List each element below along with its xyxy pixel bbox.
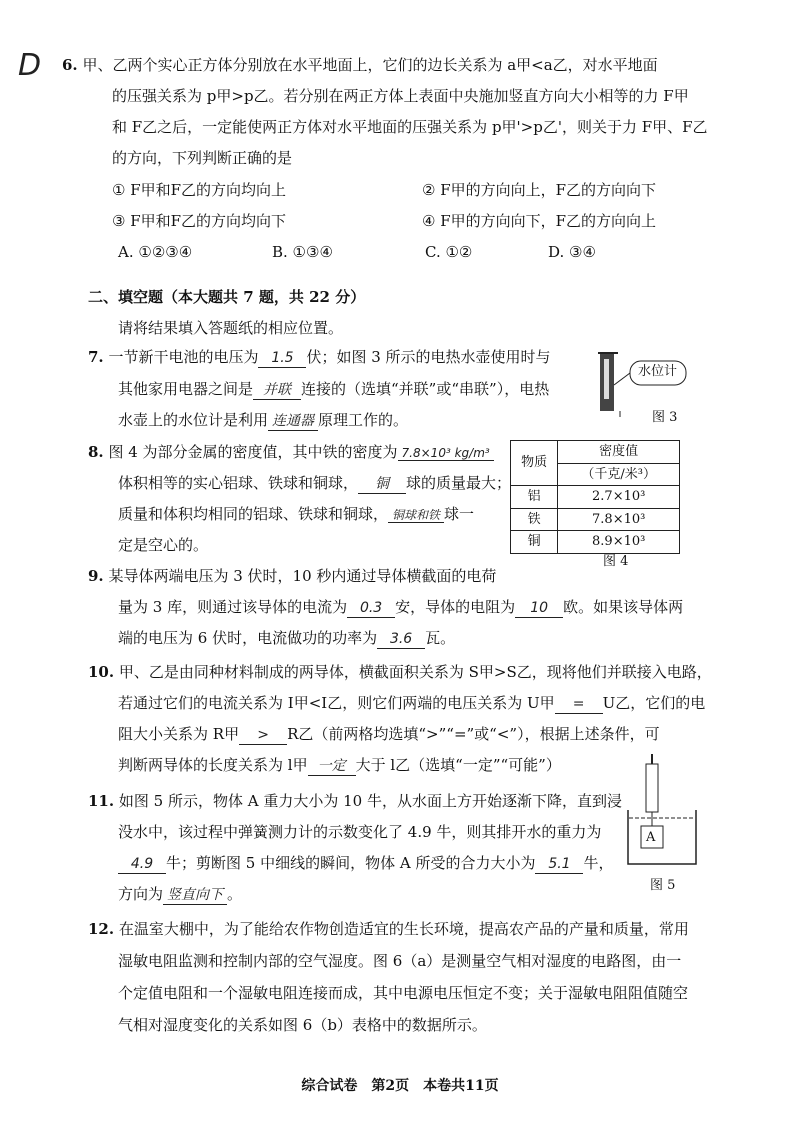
q12-line-2: 湿敏电阻监测和控制内部的空气湿度。图 6（a）是测量空气相对湿度的电路图，由一: [118, 952, 682, 970]
q12-line-1: [88, 920, 689, 938]
figure-4-caption: 图 4: [603, 554, 629, 569]
object-a-label: A: [646, 830, 656, 845]
table-cell: 铝: [511, 486, 558, 509]
q8-answer-2: 铜: [358, 476, 406, 494]
water-level-tube: [604, 359, 609, 399]
q6-choice-b: B. ①③④: [272, 243, 333, 261]
q10-answer-2: >: [239, 727, 287, 745]
q11-answer-3: 竖直向下: [163, 887, 227, 905]
q6-line-1: [62, 56, 658, 74]
table-cell: 铜: [511, 531, 558, 554]
q7-line-1: [88, 348, 551, 368]
q7-answer-1: 1.5: [258, 350, 306, 368]
table-row: [511, 486, 680, 509]
figure-3-kettle: [590, 345, 690, 420]
table-cell: 7.8×10³: [558, 508, 680, 531]
q9-text: 欧。如果该导体两: [563, 598, 684, 616]
q6-line-3: 和 F乙之后，一定能使两正方体对水平地面的压强关系为 p甲'>p乙'，则关于力 F甲、F乙: [112, 118, 708, 136]
section-instruction: 请将结果填入答题纸的相应位置。: [118, 319, 344, 337]
q9-number: 9.: [88, 567, 104, 585]
q6-choice-a: A. ①②③④: [118, 243, 193, 261]
q12-number: 12.: [88, 920, 115, 938]
q6-option-2: ② F甲的方向向上，F乙的方向向下: [422, 181, 657, 199]
q10-text: 甲、乙是由同种材料制成的两导体，横截面积关系为 S甲>S乙，现将他们并联接入电路，: [118, 663, 712, 681]
q7-text: 一节新干电池的电压为: [108, 348, 259, 366]
q9-text: 安，导体的电阻为: [395, 598, 516, 616]
table-cell: 铁: [511, 508, 558, 531]
q9-answer-3: 3.6: [377, 631, 425, 649]
figure-3-caption: 图 3: [652, 410, 678, 425]
q10-line-1: [88, 663, 712, 681]
q10-answer-1: =: [555, 696, 603, 714]
q10-line-2: [118, 694, 705, 714]
q11-line-2: 没水中，该过程中弹簧测力计的示数变化了 4.9 牛，则其排开水的重力为: [118, 823, 602, 841]
q8-text: 质量和体积均相同的铝球、铁球和铜球，: [118, 505, 389, 523]
table-row: [511, 508, 680, 531]
q10-answer-3: 一定: [308, 758, 356, 776]
q9-answer-2: 10: [515, 600, 563, 618]
q10-text: 若通过它们的电流关系为 I甲<I乙，则它们两端的电压关系为 U甲: [118, 694, 555, 712]
q7-text: 连接的（选填“并联”或“串联”），电热: [301, 380, 550, 398]
q6-choice-d: D. ③④: [548, 243, 596, 261]
q7-text: 原理工作的。: [318, 411, 409, 429]
q6-option-4: ④ F甲的方向向下，F乙的方向向上: [422, 212, 657, 230]
q8-text: 球一: [444, 505, 475, 523]
q9-text: 某导体两端电压为 3 伏时，10 秒内通过导体横截面的电荷: [108, 567, 497, 585]
q8-line-3: [118, 505, 474, 523]
q10-text: 阻大小关系为 R甲: [118, 725, 240, 743]
table-header-row: [511, 441, 680, 464]
q12-line-4: 气相对湿度变化的关系如图 6（b）表格中的数据所示。: [118, 1016, 487, 1034]
q8-text: 图 4 为部分金属的密度值，其中铁的密度为: [108, 443, 398, 461]
q12-text: 在温室大棚中，为了能给农作物创造适宜的生长环境，提高农产品的产量和质量，常用: [118, 920, 689, 938]
table-header-substance: 物质: [511, 441, 558, 486]
table-row: [511, 531, 680, 554]
q10-text: 大于 l乙（选填“一定”“可能”）: [355, 756, 561, 774]
q7-text: 伏；如图 3 所示的电热水壶使用时与: [306, 348, 551, 366]
figure-5-caption: 图 5: [650, 878, 676, 893]
q11-answer-1: 4.9: [118, 856, 166, 874]
section-title: 二、填空题（本大题共 7 题，共 22 分）: [88, 288, 366, 306]
q9-answer-1: 0.3: [347, 600, 395, 618]
q6-number: 6.: [62, 56, 78, 74]
water-level-label: 水位计: [638, 364, 678, 379]
q10-line-4: [118, 756, 561, 776]
q11-text: 。: [227, 885, 243, 903]
callout-line: [614, 373, 630, 385]
q8-answer-1: 7.8×10³ kg/m³: [398, 446, 494, 461]
handwritten-answer-mark: D: [18, 48, 42, 83]
q6-text-1: 甲、乙两个实心正方体分别放在水平地面上，它们的边长关系为 a甲<a乙，对水平地面: [82, 56, 658, 74]
q11-text: 牛；剪断图 5 中细线的瞬间，物体 A 所受的合力大小为: [166, 854, 536, 872]
q8-line-1: [88, 443, 494, 461]
q9-text: 量为 3 库，则通过该导体的电流为: [118, 598, 348, 616]
q6-line-2: 的压强关系为 p甲>p乙。若分别在两正方体上表面中央施加竖直方向大小相等的力 F甲: [112, 87, 689, 105]
q9-line-2: [118, 598, 683, 618]
q8-number: 8.: [88, 443, 104, 461]
q6-option-1: ① F甲和F乙的方向均向上: [112, 181, 287, 199]
q9-line-1: [88, 567, 496, 585]
q8-line-4: 定是空心的。: [118, 536, 209, 554]
page-footer: 综合试卷 第2页 本卷共11页: [301, 1078, 499, 1094]
q11-text: 如图 5 所示，物体 A 重力大小为 10 牛，从水面上方开始逐渐下降，直到浸: [118, 792, 622, 810]
q11-line-1: [88, 792, 622, 810]
q7-text: 水壶上的水位计是利用: [118, 411, 269, 429]
q10-text: 判断两导体的长度关系为 l甲: [118, 756, 308, 774]
q7-line-2: [118, 380, 549, 400]
table-header-density: 密度值: [558, 441, 680, 464]
q8-text: 球的质量最大；: [406, 474, 512, 492]
q6-line-4: 的方向，下列判断正确的是: [112, 149, 293, 167]
q9-text: 端的电压为 6 伏时，电流做功的功率为: [118, 629, 378, 647]
q6-option-3: ③ F甲和F乙的方向均向下: [112, 212, 287, 230]
q7-text: 其他家用电器之间是: [118, 380, 254, 398]
q11-text: 牛，: [583, 854, 614, 872]
q7-answer-2: 并联: [253, 382, 301, 400]
spring-scale-body: [646, 764, 658, 812]
q10-line-3: [118, 725, 660, 745]
density-table: [510, 440, 680, 554]
q11-text: 方向为: [118, 885, 164, 903]
q7-answer-3: 连通器: [268, 413, 318, 431]
q7-line-3: [118, 411, 408, 431]
figure-5-spring-scale: [622, 752, 702, 877]
q11-answer-2: 5.1: [535, 856, 583, 874]
q8-answer-3: 铜球和铁: [388, 508, 444, 523]
q11-number: 11.: [88, 792, 115, 810]
q12-line-3: 个定值电阻和一个湿敏电阻连接而成，其中电源电压恒定不变；关于湿敏电阻阻值随空: [118, 984, 689, 1002]
q10-number: 10.: [88, 663, 115, 681]
q9-text: 瓦。: [425, 629, 456, 647]
q6-choice-c: C. ①②: [425, 243, 473, 261]
q11-line-3: [118, 854, 613, 874]
q7-number: 7.: [88, 348, 104, 366]
q10-text: U乙，它们的电: [602, 694, 706, 712]
table-cell: 2.7×10³: [558, 486, 680, 509]
q8-line-2: [118, 474, 511, 494]
table-cell: 8.9×10³: [558, 531, 680, 554]
q9-line-3: [118, 629, 455, 649]
q11-line-4: [118, 885, 242, 905]
q8-text: 体积相等的实心铝球、铁球和铜球，: [118, 474, 359, 492]
q10-text: R乙（前两格均选填“>”“=”或“<”），根据上述条件，可: [287, 725, 660, 743]
table-header-unit: （千克/米³）: [558, 463, 680, 486]
